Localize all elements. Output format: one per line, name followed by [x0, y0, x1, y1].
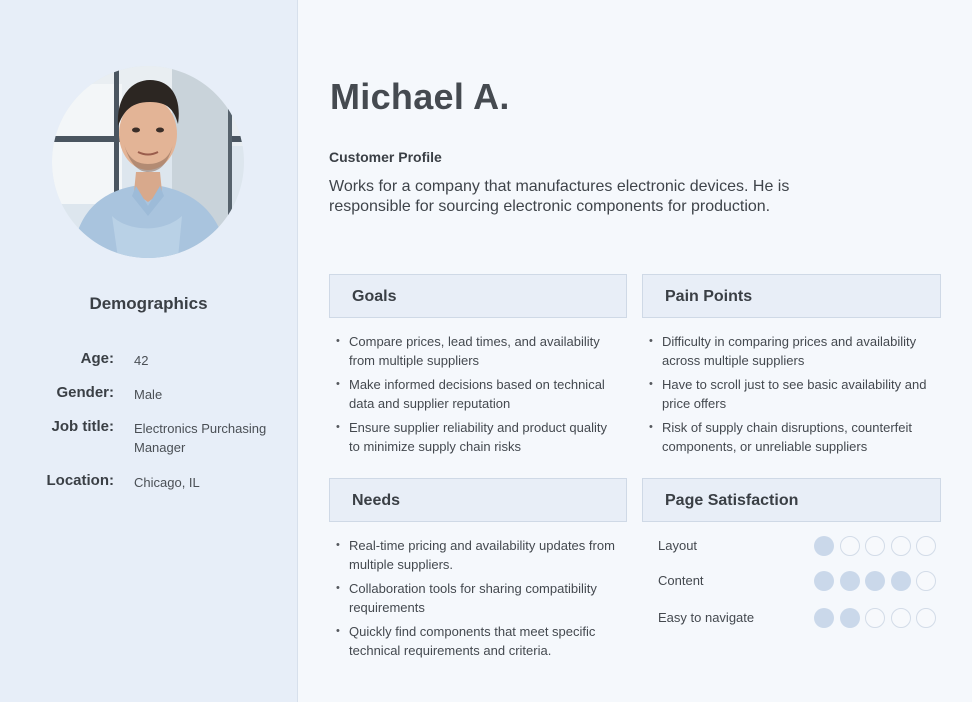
- need-item: • Real-time pricing and availability updates from multiple suppliers.: [330, 536, 622, 574]
- rating-dot-empty: [840, 536, 860, 556]
- avatar: [52, 66, 244, 258]
- rating-dot-filled: [840, 571, 860, 591]
- location-value: Chicago, IL: [134, 475, 200, 490]
- gender-label: Gender:: [56, 384, 114, 401]
- satisfaction-row-easy-to-navigate: [642, 607, 942, 631]
- rating-dot-empty: [916, 571, 936, 591]
- job-title-label: Job title:: [51, 418, 114, 435]
- needs-list: [330, 536, 622, 665]
- goal-item: • Compare prices, lead times, and availability from multiple suppliers: [330, 332, 620, 370]
- rating-dot-filled: [814, 571, 834, 591]
- persona-name: Michael A.: [330, 76, 510, 117]
- page-satisfaction-title: Page Satisfaction: [665, 492, 799, 509]
- rating-label: Easy to navigate: [658, 610, 755, 625]
- needs-title: Needs: [352, 492, 401, 509]
- rating-dot-empty: [916, 536, 936, 556]
- demographics-sidebar: [0, 0, 298, 702]
- profile-description: Works for a company that manufactures electronic devices. He is responsible for sourcing electronic components for production.: [329, 178, 790, 215]
- portrait-photo: [52, 66, 244, 258]
- pain-points-header: [642, 274, 941, 318]
- goals-title: Goals: [352, 288, 397, 305]
- job-title-value: Electronics Purchasing Manager: [134, 421, 267, 455]
- pain-points-title: Pain Points: [665, 288, 753, 305]
- rating-dots: [814, 570, 944, 594]
- rating-label: Content: [658, 573, 704, 588]
- rating-dot-filled: [840, 608, 860, 628]
- needs-header: [329, 478, 627, 522]
- page-satisfaction-header: [642, 478, 941, 522]
- profile-title: Customer Profile: [329, 149, 442, 165]
- gender-value: Male: [134, 387, 163, 402]
- rating-dot-empty: [916, 608, 936, 628]
- goals-list: [330, 332, 620, 461]
- pain-point-item: • Difficulty in comparing prices and availability across multiple suppliers: [643, 332, 935, 370]
- pain-point-item: • Have to scroll just to see basic availability and price offers: [643, 375, 935, 413]
- satisfaction-ratings: [642, 535, 942, 645]
- age-label: Age:: [80, 350, 114, 367]
- rating-dots: [814, 607, 944, 631]
- rating-dot-empty: [865, 608, 885, 628]
- pain-point-item: • Risk of supply chain disruptions, counterfeit components, or unreliable suppliers: [643, 418, 935, 456]
- rating-dot-empty: [865, 536, 885, 556]
- satisfaction-row-content: [642, 570, 942, 594]
- goals-header: [329, 274, 627, 318]
- rating-dot-filled: [891, 571, 911, 591]
- need-item: • Collaboration tools for sharing compatibility requirements: [330, 579, 622, 617]
- rating-dot-empty: [891, 608, 911, 628]
- demographics-title: Demographics: [89, 294, 208, 313]
- rating-dots: [814, 535, 944, 559]
- goal-item: • Ensure supplier reliability and product quality to minimize supply chain risks: [330, 418, 620, 456]
- goal-item: • Make informed decisions based on technical data and supplier reputation: [330, 375, 620, 413]
- age-value: 42: [134, 353, 149, 368]
- rating-label: Layout: [658, 538, 698, 553]
- satisfaction-row-layout: [642, 535, 942, 559]
- location-label: Location:: [46, 472, 114, 489]
- persona-main: [298, 0, 972, 702]
- rating-dot-filled: [865, 571, 885, 591]
- need-item: • Quickly find components that meet specific technical requirements and criteria.: [330, 622, 622, 660]
- rating-dot-empty: [891, 536, 911, 556]
- pain-points-list: [643, 332, 935, 461]
- rating-dot-filled: [814, 536, 834, 556]
- rating-dot-filled: [814, 608, 834, 628]
